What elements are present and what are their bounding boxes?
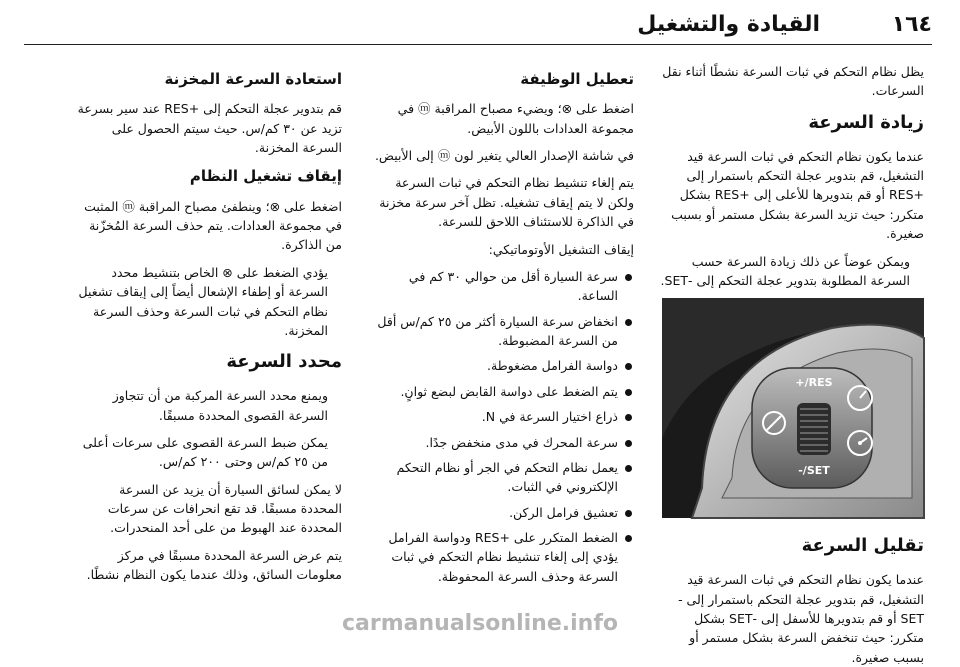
res-label: RES/+	[795, 376, 833, 390]
left-column	[74, 62, 342, 622]
deactivation-paragraph-3: يتم إلغاء تنشيط نظام التحكم في ثبات السرعة ولكن لا يتم إيقاف تشغيله. تظل آخر سرعة مخزنة في الذاكرة للاستئناف اللاحق للسرعة.	[379, 175, 634, 230]
switch-off-heading: إيقاف تشغيل النظام	[189, 167, 342, 186]
list-item: تعشيق فرامل الركن.	[366, 503, 634, 522]
set-label: SET/-	[798, 464, 830, 478]
list-item: سرعة السيارة أقل من حوالي ٣٠ كم في الساعة.	[366, 267, 634, 306]
decrease-speed-heading: تقليل السرعة	[801, 535, 924, 557]
speed-limiter-paragraph-2: يمكن ضبط السرعة القصوى على سرعات أعلى من ٢٥ كم/س وحتى ٢٠٠ كم/س.	[82, 434, 328, 470]
middle-column	[366, 62, 634, 622]
decrease-speed-paragraph: عندما يكون نظام التحكم في ثبات السرعة قيد التشغيل، قم بتدوير عجلة التحكم باستمرار إلى -SET أو قم بتدويرها للأسفل إلى -SET بشكل متكرر: حيث تنخفض السرعة بشكل مستمر أو بسبب صغيرة.	[678, 572, 924, 665]
list-item: دواسة الفرامل مضغوطة.	[366, 356, 634, 375]
right-column	[656, 62, 924, 665]
increase-speed-paragraph: عندما يكون نظام التحكم في ثبات السرعة قيد التشغيل، قم بتدوير عجلة التحكم باستمرار إلى +RES أو قم بتدويرها للأعلى إلى +RES بشكل متكرر: حيث تزيد السرعة بشكل مستمر أو بسبب صغيرة.	[671, 148, 924, 242]
increase-speed-heading: زيادة السرعة	[808, 111, 924, 133]
intro-paragraph: يظل نظام التحكم في ثبات السرعة نشطًا أثناء نقل السرعات.	[662, 64, 924, 99]
thumbwheel	[797, 403, 831, 455]
switch-off-paragraph-2: يؤدي الضغط على ⊗ الخاص بتنشيط محدد السرعة أو إطفاء الإشعال أيضاً إلى إيقاف تشغيل نظام التحكم في ثبات السرعة وحذف السرعة المخزنة.	[78, 264, 328, 338]
deactivation-paragraph-1: اضغط على ⊗؛ ويضيء مصباح المراقبة ⓜ في مجموعة العدادات باللون الأبيض.	[397, 101, 634, 136]
increase-speed-alt-paragraph: ويمكن عوضاً عن ذلك زيادة السرعة حسب السرعة المطلوبة بتدوير عجلة التحكم إلى -SET.	[660, 253, 910, 288]
list-item: يتم الضغط على دواسة القابض لبضع ثوانٍ.	[366, 382, 634, 401]
auto-off-intro: إيقاف التشغيل الأوتوماتيكي:	[488, 241, 634, 257]
switch-off-paragraph-1: اضغط على ⊗؛ وينطفئ مصباح المراقبة ⓜ المثبت في مجموعة العدادات. يتم حذف السرعة المُخزّنة من الذاكرة.	[84, 198, 342, 253]
speed-limiter-paragraph-3: لا يمكن لسائق السيارة أن يزيد عن السرعة المحددة مسبقًا. قد تقع انحرافات عن سرعات المحددة عند الهبوط من على أحد المنحدرات.	[107, 481, 342, 536]
page-header	[24, 8, 932, 45]
list-item: ذراع اختيار السرعة في N.	[366, 407, 634, 426]
resume-speed-paragraph: قم بتدوير عجلة التحكم إلى +RES عند سير بسرعة تزيد عن ٣٠ كم/س. حيث سيتم الحصول على السرعة المخزنة.	[77, 101, 342, 155]
deactivation-heading: تعطيل الوظيفة	[520, 70, 634, 88]
watermark: carmanualsonline.info	[342, 611, 618, 636]
list-item: الضغط المتكرر على +RES ودواسة الفرامل يؤدي إلى إلغاء تنشيط نظام التحكم في ثبات السرعة وحذف السرعة المحفوظة.	[366, 528, 634, 586]
speed-limiter-paragraph-4: يتم عرض السرعة المحددة مسبقًا في مركز معلومات السائق، وذلك عندما يكون النظام نشطًا.	[86, 547, 342, 583]
list-item: يعمل نظام التحكم في الجر أو نظام التحكم الإلكتروني في الثبات.	[366, 458, 634, 497]
auto-off-list	[366, 267, 634, 586]
steering-wheel-control-figure	[662, 298, 924, 518]
resume-speed-heading: استعادة السرعة المخزنة	[164, 70, 342, 88]
deactivation-paragraph-2: في شاشة الإصدار العالي يتغير لون ⓜ إلى الأبيض.	[374, 148, 634, 163]
list-item: انخفاض سرعة السيارة أكثر من ٢٥ كم/س أقل من السرعة المضبوطة.	[366, 312, 634, 351]
speed-limiter-heading: محدد السرعة	[226, 351, 342, 373]
page-number: ١٦٤	[891, 12, 932, 37]
page-title: القيادة والتشغيل	[637, 12, 820, 37]
list-item: سرعة المحرك في مدى منخفض جدًا.	[366, 433, 634, 452]
speed-limiter-paragraph-1: ويمنع محدد السرعة المركبة من أن تتجاوز السرعة القصوى المحددة مسبقًا.	[112, 388, 328, 423]
steering-wheel-illustration	[662, 298, 924, 518]
